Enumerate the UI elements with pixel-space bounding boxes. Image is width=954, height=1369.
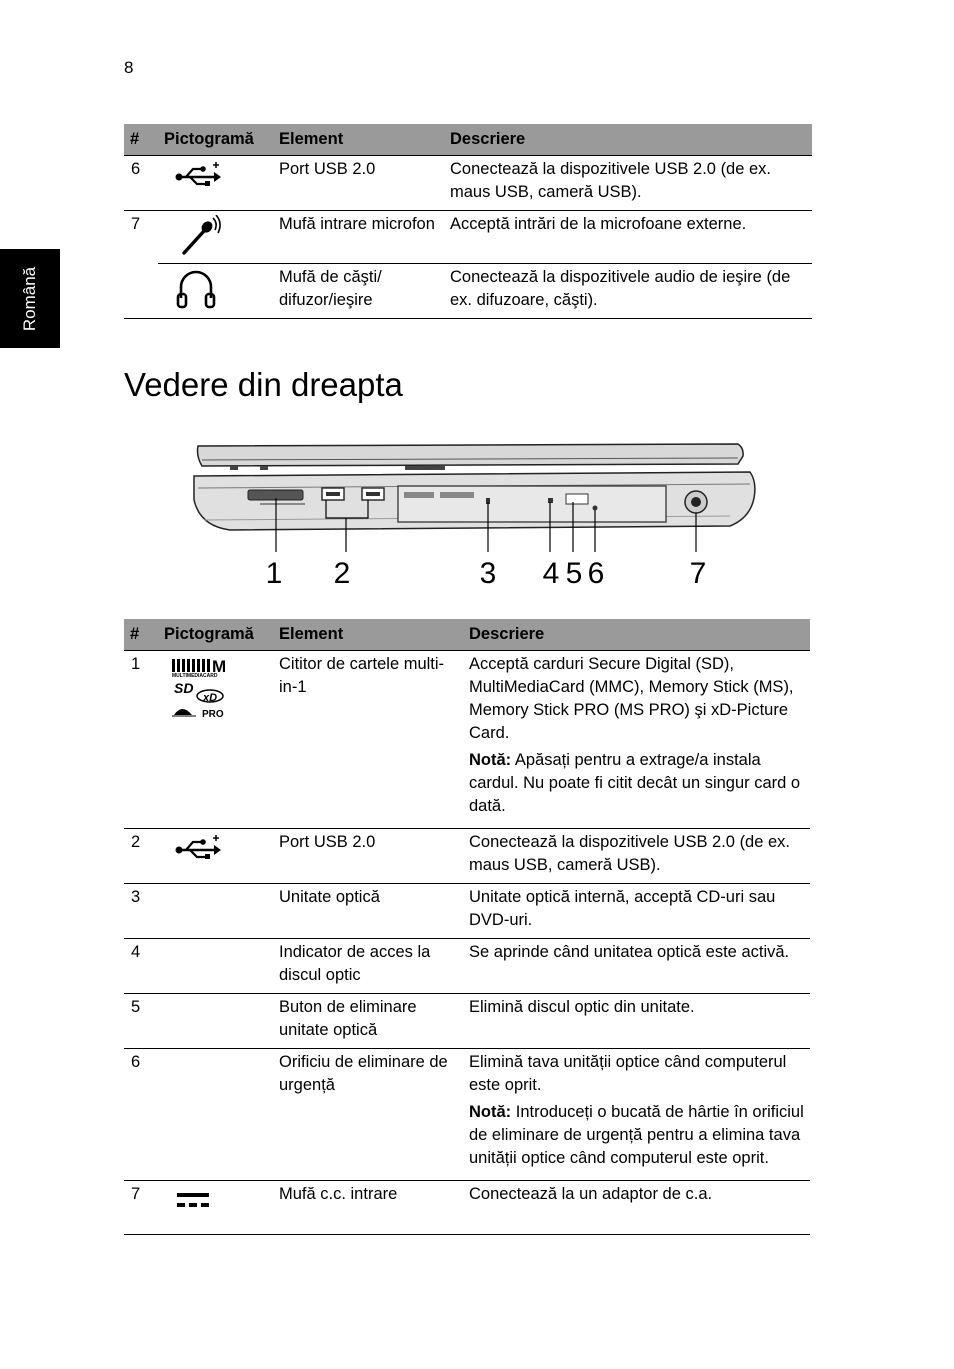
element-description: Unitate optică internă, acceptă CD-uri sau DVD-uri. <box>463 884 810 939</box>
column-header: Descriere <box>463 619 810 651</box>
table-row <box>124 829 810 884</box>
svg-text:M: M <box>212 657 227 676</box>
section-title: Vedere din dreapta <box>124 366 403 403</box>
row-number: 3 <box>124 884 158 939</box>
callout-3: 3 <box>479 557 497 590</box>
element-description: Acceptă intrări de la microfoane externe. <box>444 211 812 264</box>
note-text: Apăsați pentru a extrage/a instala cardul. Nu poate fi citit decât un singur card o dată. <box>469 751 801 815</box>
usb-icon <box>172 833 222 863</box>
column-header: Pictogramă <box>158 619 273 651</box>
note-text: Introduceți o bucată de hârtie în orificiul de eliminare de urgență pentru a elimina tava unității optice când computerul este oprit. <box>469 1103 804 1167</box>
row-number <box>124 264 158 319</box>
note-label: Notă: <box>469 1103 512 1121</box>
ms-pro-logo-text: PRO <box>202 709 224 720</box>
element-name: Port USB 2.0 <box>279 160 376 178</box>
language-tab-label: Română <box>20 266 39 332</box>
table-header-row <box>124 124 812 156</box>
callout-1: 1 <box>265 557 283 590</box>
element-description: Conectează la dispozitivele USB 2.0 (de ex. maus USB, cameră USB). <box>463 829 810 884</box>
table-row <box>124 211 812 264</box>
row-number: 6 <box>131 160 141 178</box>
callout-6: 6 <box>587 557 605 590</box>
element-note <box>469 749 804 818</box>
row-number: 5 <box>124 994 158 1049</box>
row-number: 7 <box>124 211 158 264</box>
xd-logo-text: xD <box>203 692 218 704</box>
callout-4: 4 <box>542 557 560 590</box>
table-row <box>124 939 810 994</box>
table-header-row <box>124 619 810 651</box>
sd-logo-text: SD <box>174 680 194 696</box>
table-row <box>124 651 810 829</box>
laptop-right-side-illustration <box>190 440 770 590</box>
element-name: Mufă c.c. intrare <box>273 1181 463 1235</box>
table-row <box>124 264 812 319</box>
callout-5: 5 <box>565 557 583 590</box>
element-description: Se aprinde când unitatea optică este activă. <box>463 939 810 994</box>
row-number: 4 <box>124 939 158 994</box>
column-header: # <box>124 124 158 156</box>
column-header: Element <box>273 124 444 156</box>
row-number: 2 <box>124 829 158 884</box>
table-row <box>124 156 812 211</box>
row-number: 1 <box>131 655 141 673</box>
element-description: Elimină tava unității optice când computerul este oprit. <box>469 1053 787 1094</box>
mmc-logo-text: MULTIMEDIACARD <box>172 673 218 679</box>
element-description: Conectează la dispozitivele USB 2.0 (de ex. maus USB, cameră USB). <box>450 160 772 201</box>
table-row <box>124 884 810 939</box>
language-tab <box>0 249 60 348</box>
element-description: Conectează la un adaptor de c.a. <box>463 1181 810 1235</box>
column-header: Descriere <box>444 124 812 156</box>
row-number: 7 <box>124 1181 158 1235</box>
element-name: Cititor de cartele multi-in-1 <box>279 655 445 696</box>
column-header: Pictogramă <box>158 124 273 156</box>
callout-2: 2 <box>333 557 351 590</box>
dc-power-icon <box>172 1185 222 1215</box>
element-name: Indicator de acces la discul optic <box>273 939 463 994</box>
element-name: Orificiu de eliminare de urgență <box>273 1049 463 1181</box>
table-row <box>124 1049 810 1181</box>
element-description: Elimină discul optic din unitate. <box>463 994 810 1049</box>
card-reader-icon <box>172 655 242 721</box>
usb-icon <box>172 160 222 190</box>
element-name: Mufă de căşti/ difuzor/ieşire <box>273 264 444 319</box>
table-row <box>124 994 810 1049</box>
ports-table-right <box>124 619 810 1235</box>
page-number: 8 <box>124 58 134 77</box>
column-header: # <box>124 619 158 651</box>
element-name: Mufă intrare microfon <box>273 211 444 264</box>
callout-7: 7 <box>689 557 707 590</box>
element-description: Conectează la dispozitivele audio de ieşire (de ex. difuzoare, căşti). <box>444 264 812 319</box>
ports-table-left <box>124 124 812 319</box>
headphones-icon <box>172 268 222 310</box>
column-header: Element <box>273 619 463 651</box>
element-note <box>469 1101 804 1170</box>
element-name: Buton de eliminare unitate optică <box>273 994 463 1049</box>
element-name: Unitate optică <box>273 884 463 939</box>
element-description: Acceptă carduri Secure Digital (SD), MultiMediaCard (MMC), Memory Stick (MS), Memory Stick PRO (MS PRO) şi xD-Picture Card. <box>469 655 794 742</box>
microphone-icon <box>172 215 222 257</box>
row-number: 6 <box>124 1049 158 1181</box>
element-name: Port USB 2.0 <box>273 829 463 884</box>
note-label: Notă: <box>469 751 512 769</box>
table-row <box>124 1181 810 1235</box>
